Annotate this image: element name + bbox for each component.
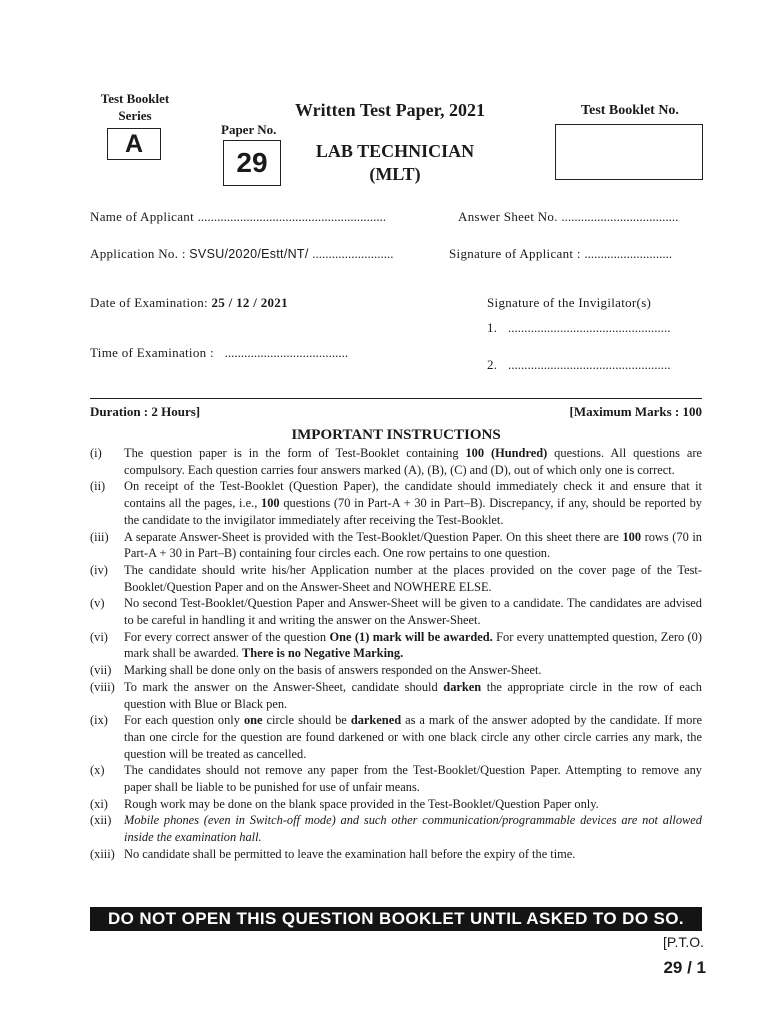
invigilator-2-number: 2. bbox=[487, 357, 498, 372]
instructions-title: IMPORTANT INSTRUCTIONS bbox=[291, 427, 501, 443]
paper-no-label: Paper No. bbox=[221, 122, 277, 137]
booklet-no-box[interactable] bbox=[555, 124, 703, 180]
answer-sheet-no-dots: .................................... bbox=[561, 209, 679, 224]
application-no-field[interactable] bbox=[90, 246, 393, 262]
post-title-line-1: LAB TECHNICIAN bbox=[315, 141, 475, 161]
series-label-line-1: Test Booklet bbox=[100, 91, 170, 106]
instruction-item bbox=[90, 562, 702, 595]
please-turn-over: [P.T.O. bbox=[663, 934, 704, 950]
instruction-number: (viii) bbox=[90, 679, 115, 694]
booklet-series-box: A bbox=[107, 128, 161, 160]
invigilator-2-dots: .................................................. bbox=[508, 357, 671, 372]
instruction-number: (ii) bbox=[90, 479, 106, 494]
signature-of-applicant-field[interactable] bbox=[449, 246, 672, 262]
instruction-item bbox=[90, 846, 702, 863]
instruction-text: No candidate shall be permitted to leave the examination hall before the expiry of the time. bbox=[124, 846, 576, 861]
instruction-item bbox=[90, 629, 702, 662]
do-not-open-banner: DO NOT OPEN THIS QUESTION BOOKLET UNTIL ASKED TO DO SO. bbox=[90, 907, 702, 931]
instruction-number: (v) bbox=[90, 596, 105, 611]
application-no-dots: ......................... bbox=[312, 246, 394, 261]
instructions-list bbox=[90, 445, 702, 863]
instruction-text: Marking shall be done only on the basis of answers responded on the Answer-Sheet. bbox=[124, 663, 542, 678]
answer-sheet-no-label: Answer Sheet No. bbox=[458, 209, 558, 224]
instruction-item bbox=[90, 762, 702, 795]
instruction-text: On receipt of the Test-Booklet (Question Paper), the candidate should immediately check it and ensure that it contains all the pages, i.e., 100 questions (70 in Part-A + 30 in Part–B). Discrepancy, if any, should be reported by the candidate to the invigilator immediately after receiving the Test-Booklet. bbox=[124, 479, 702, 527]
answer-sheet-no-field[interactable] bbox=[458, 209, 678, 225]
instruction-number: (xi) bbox=[90, 796, 108, 811]
booklet-no-label: Test Booklet No. bbox=[581, 103, 679, 118]
instruction-number: (vi) bbox=[90, 629, 108, 644]
signature-of-applicant-dots: ........................... bbox=[584, 246, 673, 261]
instruction-item bbox=[90, 529, 702, 562]
instruction-item bbox=[90, 712, 702, 762]
instruction-number: (xii) bbox=[90, 813, 112, 828]
instruction-number: (iii) bbox=[90, 529, 109, 544]
instruction-number: (vii) bbox=[90, 663, 112, 678]
name-of-applicant-field[interactable] bbox=[90, 209, 386, 225]
application-no-value: SVSU/2020/Estt/NT/ bbox=[189, 247, 309, 261]
page-number: 29 / 1 bbox=[663, 958, 706, 977]
name-of-applicant-dots: .......................................................... bbox=[197, 209, 387, 224]
instruction-item bbox=[90, 595, 702, 628]
instruction-number: (i) bbox=[90, 446, 102, 460]
booklet-series-label bbox=[90, 90, 180, 124]
instruction-item bbox=[90, 679, 702, 712]
instruction-number: (iv) bbox=[90, 562, 108, 577]
instruction-number: (xiii) bbox=[90, 846, 115, 861]
instruction-text: The question paper is in the form of Test-Booklet containing 100 (Hundred) questions. All questions are compulsory. Each question carries four answers marked (A), (B), (C) and (D), out of which only one is correct. bbox=[124, 446, 702, 477]
post-title-line-2: (MLT) bbox=[369, 164, 421, 184]
maximum-marks: [Maximum Marks : 100 bbox=[569, 404, 702, 419]
invigilator-signature-2[interactable] bbox=[487, 357, 671, 373]
post-title bbox=[290, 140, 500, 186]
instruction-item bbox=[90, 478, 702, 528]
instruction-text: The candidates should not remove any paper from the Test-Booklet/Question Paper. Attempting to remove any paper shall be liable to be punished for use of unfair means. bbox=[124, 763, 702, 795]
instruction-item bbox=[90, 445, 702, 478]
instruction-item bbox=[90, 796, 702, 813]
instruction-text: No second Test-Booklet/Question Paper and Answer-Sheet will be given to a candidate. The candidates are advised to be careful in handling it and writing the answer on the Answer-Sheet. bbox=[124, 596, 702, 628]
instruction-text: Mobile phones (even in Switch-off mode) and such other communication/programmable devices are not allowed inside the examination hall. bbox=[124, 813, 702, 845]
instruction-text: To mark the answer on the Answer-Sheet, candidate should darken the appropriate circle in the row of each question with Blue or Black pen. bbox=[124, 679, 703, 711]
section-divider bbox=[90, 398, 702, 399]
date-of-examination-label: Date of Examination: bbox=[90, 295, 208, 310]
time-of-examination-dots: ...................................... bbox=[224, 345, 349, 360]
time-of-examination-field[interactable] bbox=[90, 345, 348, 361]
paper-title: Written Test Paper, 2021 bbox=[294, 100, 485, 120]
time-of-examination-label: Time of Examination : bbox=[90, 345, 214, 360]
date-of-examination bbox=[90, 295, 288, 311]
instruction-text: The candidate should write his/her Application number at the places provided on the cover page of the Test-Booklet/Question Paper and on the Answer-Sheet and NOWHERE ELSE. bbox=[124, 562, 702, 594]
invigilator-signature-label: Signature of the Invigilator(s) bbox=[487, 295, 652, 310]
instruction-text: For every correct answer of the question One (1) mark will be awarded. For every unattempted question, Zero (0) mark shall be awarded. There is no Negative Marking. bbox=[124, 629, 703, 661]
name-of-applicant-label: Name of Applicant bbox=[90, 209, 195, 224]
signature-of-applicant-label: Signature of Applicant : bbox=[449, 246, 581, 261]
instruction-text: For each question only one circle should be darkened as a mark of the answer adopted by the candidate. If more than one circle for the question are found darkened or with one black circle any other circle carries any mark, the question will be treated as cancelled. bbox=[124, 713, 702, 761]
invigilator-1-number: 1. bbox=[487, 320, 498, 335]
paper-no-box: 29 bbox=[223, 140, 281, 186]
instruction-number: (ix) bbox=[90, 713, 108, 728]
duration: Duration : 2 Hours] bbox=[90, 404, 201, 419]
invigilator-signature-1[interactable] bbox=[487, 320, 671, 336]
instruction-text: A separate Answer-Sheet is provided with the Test-Booklet/Question Paper. On this sheet there are 100 rows (70 in Part-A + 30 in Part–B) containing four circles each. One row pertains to one question. bbox=[124, 529, 702, 561]
date-of-examination-value: 25 / 12 / 2021 bbox=[211, 295, 288, 310]
instruction-number: (x) bbox=[90, 763, 105, 778]
instruction-text: Rough work may be done on the blank space provided in the Test-Booklet/Question Paper only. bbox=[124, 796, 599, 811]
instruction-item bbox=[90, 812, 702, 845]
instruction-item bbox=[90, 662, 702, 679]
series-label-line-2: Series bbox=[118, 108, 152, 123]
invigilator-1-dots: .................................................. bbox=[508, 320, 671, 335]
application-no-label: Application No. : bbox=[90, 246, 186, 261]
